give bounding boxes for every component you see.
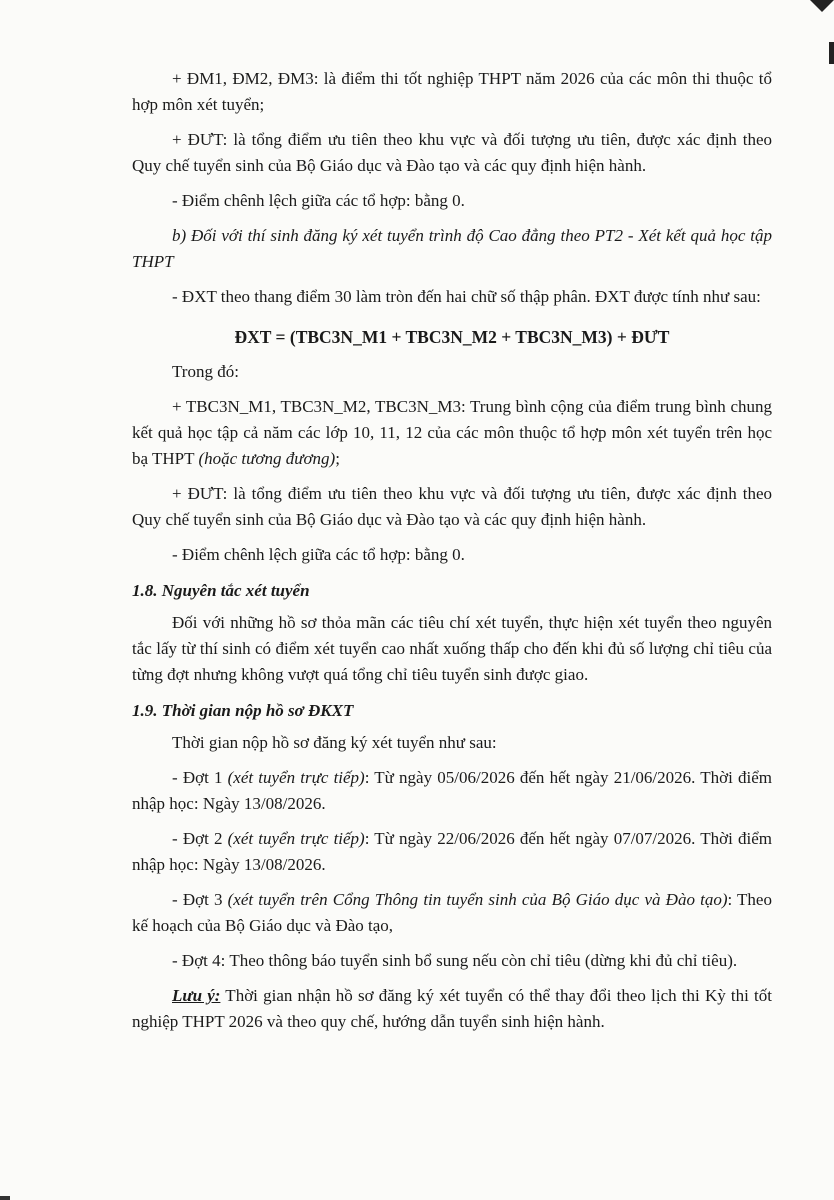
round-2-label: - Đợt 2 bbox=[172, 829, 228, 848]
bottom-scan-mark bbox=[0, 1196, 10, 1200]
tbc3n-italic: (hoặc tương đương) bbox=[198, 449, 336, 468]
paragraph-dxt-scale: - ĐXT theo thang điểm 30 làm tròn đến hai chữ số thập phân. ĐXT được tính như sau: bbox=[172, 287, 761, 306]
paragraph-dut-2: + ĐƯT: là tổng điểm ưu tiên theo khu vực và đối tượng ưu tiên, được xác định theo Quy chế tuyển sinh của Bộ Giáo dục và Đào tạo và các quy định hiện hành. bbox=[132, 484, 772, 529]
round-1-text: : Từ ngày 05/06/2026 đến hết ngày 21/06/2026. Thời điểm nhập học: Ngày 13/08/2026. bbox=[132, 768, 772, 813]
edge-scan-mark bbox=[829, 42, 834, 64]
heading-1-9: 1.9. Thời gian nộp hồ sơ ĐKXT bbox=[132, 701, 354, 720]
paragraph-round-2 bbox=[132, 826, 772, 878]
paragraph-score-diff-2: - Điểm chênh lệch giữa các tổ hợp: bằng 0. bbox=[172, 545, 465, 564]
subsection-b-title: b) Đối với thí sinh đăng ký xét tuyển trình độ Cao đẳng theo PT2 - Xét kết quả học tập THPT bbox=[132, 226, 772, 271]
round-3-italic: (xét tuyển trên Cổng Thông tin tuyển sinh của Bộ Giáo dục và Đào tạo) bbox=[227, 890, 728, 909]
note-text: Thời gian nhận hồ sơ đăng ký xét tuyển có thể thay đổi theo lịch thi Kỳ thi tốt nghiệp THPT 2026 và theo quy chế, hướng dẫn tuyển sinh hiện hành. bbox=[132, 986, 772, 1031]
paragraph-where: Trong đó: bbox=[172, 362, 239, 381]
paragraph-admission-principle: Đối với những hồ sơ thỏa mãn các tiêu chí xét tuyển, thực hiện xét tuyển theo nguyên tắc lấy từ thí sinh có điểm xét tuyển cao nhất xuống thấp cho đến khi đủ số lượng chỉ tiêu của từng đợt nhưng không vượt quá tổng chỉ tiêu tuyển sinh được giao. bbox=[132, 613, 772, 684]
paragraph-note bbox=[132, 983, 772, 1035]
paragraph-tbc3n bbox=[132, 394, 772, 472]
paragraph-round-1 bbox=[132, 765, 772, 817]
paragraph-score-diff-1: - Điểm chênh lệch giữa các tổ hợp: bằng 0. bbox=[172, 191, 465, 210]
round-2-text: : Từ ngày 22/06/2026 đến hết ngày 07/07/2026. Thời điểm nhập học: Ngày 13/08/2026. bbox=[132, 829, 772, 874]
paragraph-round-4: - Đợt 4: Theo thông báo tuyển sinh bổ sung nếu còn chỉ tiêu (dừng khi đủ chỉ tiêu). bbox=[172, 951, 738, 970]
note-label: Lưu ý: bbox=[172, 986, 221, 1005]
round-3-label: - Đợt 3 bbox=[172, 890, 228, 909]
heading-1-8: 1.8. Nguyên tắc xét tuyển bbox=[132, 581, 310, 600]
tbc3n-text: + TBC3N_M1, TBC3N_M2, TBC3N_M3: Trung bình cộng của điểm trung bình chung kết quả học tập cả năm các lớp 10, 11, 12 của các môn thuộc tổ hợp môn xét tuyển trên học bạ THPT bbox=[132, 397, 772, 468]
corner-scan-mark bbox=[810, 0, 834, 12]
paragraph-submission-time: Thời gian nộp hồ sơ đăng ký xét tuyển như sau: bbox=[172, 733, 497, 752]
tbc3n-end: ; bbox=[335, 449, 340, 468]
round-2-italic: (xét tuyển trực tiếp) bbox=[227, 829, 365, 848]
round-1-italic: (xét tuyển trực tiếp) bbox=[227, 768, 365, 787]
round-1-label: - Đợt 1 bbox=[172, 768, 228, 787]
paragraph-round-3 bbox=[132, 887, 772, 939]
round-3-text: : Theo kế hoạch của Bộ Giáo dục và Đào tạo, bbox=[132, 890, 772, 935]
document-body bbox=[132, 66, 772, 1035]
paragraph-dut-1: + ĐƯT: là tổng điểm ưu tiên theo khu vực và đối tượng ưu tiên, được xác định theo Quy chế tuyển sinh của Bộ Giáo dục và Đào tạo và các quy định hiện hành. bbox=[132, 130, 772, 175]
formula-dxt: ĐXT = (TBC3N_M1 + TBC3N_M2 + TBC3N_M3) + ĐƯT bbox=[234, 327, 670, 347]
paragraph-dm-scores: + ĐM1, ĐM2, ĐM3: là điểm thi tốt nghiệp THPT năm 2026 của các môn thi thuộc tổ hợp môn xét tuyển; bbox=[132, 69, 772, 114]
